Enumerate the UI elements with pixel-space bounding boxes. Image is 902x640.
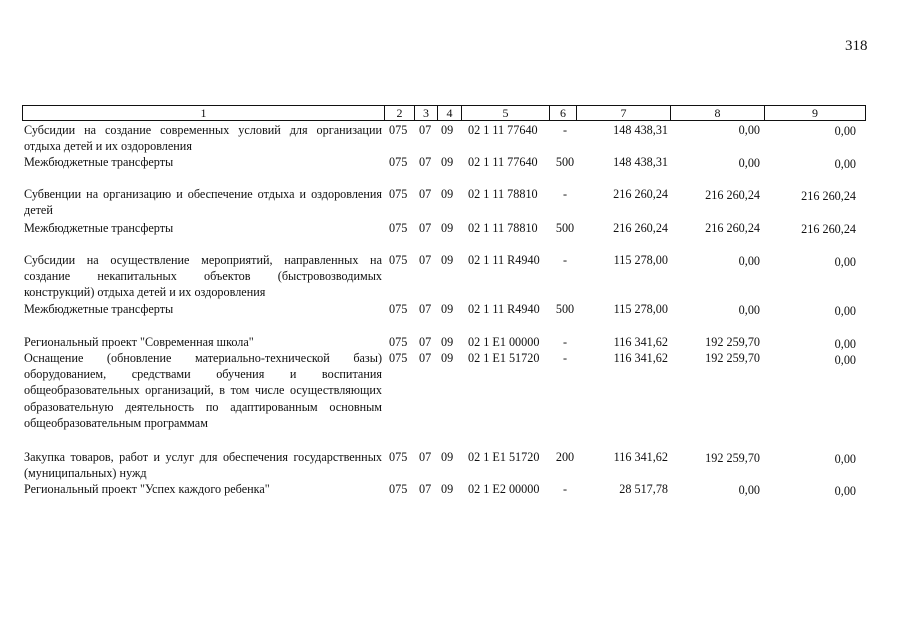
row-description: Оснащение (обновление материально-технической базы) оборудованием, средствами обучения и воспитания общеобразовательных организаций, в том числе осуществляющих образовательную деятельность по адаптированным основным общеобразовательным программам: [24, 351, 382, 430]
cell-amount-9: 0,00: [834, 255, 856, 269]
row-description: Межбюджетные трансферты: [24, 155, 174, 169]
cell-amount-9: 216 260,24: [801, 222, 856, 236]
cell-code-5: 02 1 E1 51720: [468, 351, 540, 365]
row-description: Межбюджетные трансферты: [24, 221, 174, 235]
cell-code-6: 500: [555, 302, 575, 316]
cell-code-4: 09: [441, 482, 454, 496]
cell-amount-9: 0,00: [834, 484, 856, 498]
header-cell-6: 6: [549, 105, 577, 121]
cell-amount-8: 216 260,24: [705, 188, 760, 202]
cell-amount-7: 115 278,00: [613, 253, 668, 267]
cell-amount-8: 0,00: [738, 483, 760, 497]
cell-code-4: 09: [441, 123, 454, 137]
cell-amount-9: 0,00: [834, 157, 856, 171]
cell-amount-8: 0,00: [738, 303, 760, 317]
row-description: Межбюджетные трансферты: [24, 302, 174, 316]
cell-code-6: -: [562, 351, 568, 365]
cell-code-3: 07: [419, 221, 432, 235]
cell-amount-8: 192 259,70: [705, 451, 760, 465]
cell-code-4: 09: [441, 450, 454, 464]
cell-code-6: 500: [555, 155, 575, 169]
cell-code-6: -: [562, 335, 568, 349]
header-cell-7: 7: [576, 105, 671, 121]
cell-code-2: 075: [389, 450, 408, 464]
cell-code-4: 09: [441, 221, 454, 235]
cell-code-3: 07: [419, 123, 432, 137]
cell-code-3: 07: [419, 482, 432, 496]
cell-amount-8: 216 260,24: [705, 221, 760, 235]
cell-code-4: 09: [441, 335, 454, 349]
cell-amount-9: 0,00: [834, 353, 856, 367]
cell-code-2: 075: [389, 155, 408, 169]
cell-amount-8: 0,00: [738, 123, 760, 137]
cell-amount-7: 28 517,78: [619, 482, 668, 496]
cell-code-6: -: [562, 123, 568, 137]
cell-amount-7: 148 438,31: [613, 155, 668, 169]
cell-code-2: 075: [389, 187, 408, 201]
cell-code-2: 075: [389, 123, 408, 137]
cell-code-2: 075: [389, 302, 408, 316]
cell-code-3: 07: [419, 155, 432, 169]
cell-code-4: 09: [441, 253, 454, 267]
cell-code-5: 02 1 E1 51720: [468, 450, 540, 464]
header-cell-2: 2: [384, 105, 415, 121]
cell-code-2: 075: [389, 351, 408, 365]
row-description: Субсидии на создание современных условий для организации отдыха детей и их оздоровления: [24, 123, 382, 154]
cell-amount-9: 0,00: [834, 452, 856, 466]
cell-code-5: 02 1 11 78810: [468, 221, 538, 235]
cell-code-6: -: [562, 187, 568, 201]
header-cell-4: 4: [437, 105, 462, 121]
cell-code-5: 02 1 11 R4940: [468, 253, 540, 267]
cell-code-4: 09: [441, 302, 454, 316]
cell-amount-7: 116 341,62: [613, 450, 668, 464]
cell-amount-9: 0,00: [834, 124, 856, 138]
cell-code-4: 09: [441, 187, 454, 201]
row-description: Субсидии на осуществление мероприятий, направленных на создание некапитальных объектов (быстровозводимых конструкций) отдыха детей и их оздоровления: [24, 253, 382, 300]
cell-amount-8: 192 259,70: [705, 335, 760, 349]
cell-amount-7: 216 260,24: [613, 187, 668, 201]
cell-code-5: 02 1 11 77640: [468, 155, 538, 169]
row-description: Закупка товаров, работ и услуг для обеспечения государственных (муниципальных) нужд: [24, 450, 382, 481]
cell-code-2: 075: [389, 482, 408, 496]
cell-amount-7: 116 341,62: [613, 335, 668, 349]
cell-code-6: 500: [555, 221, 575, 235]
cell-amount-8: 0,00: [738, 156, 760, 170]
cell-code-4: 09: [441, 351, 454, 365]
cell-amount-8: 0,00: [738, 254, 760, 268]
cell-code-6: -: [562, 253, 568, 267]
cell-amount-8: 192 259,70: [705, 351, 760, 365]
cell-amount-9: 0,00: [834, 337, 856, 351]
cell-amount-7: 116 341,62: [613, 351, 668, 365]
cell-code-5: 02 1 11 78810: [468, 187, 538, 201]
cell-code-5: 02 1 E1 00000: [468, 335, 540, 349]
row-description: Региональный проект "Современная школа": [24, 335, 254, 349]
cell-code-5: 02 1 11 R4940: [468, 302, 540, 316]
cell-code-3: 07: [419, 450, 432, 464]
cell-code-2: 075: [389, 335, 408, 349]
cell-code-6: 200: [555, 450, 575, 464]
cell-code-3: 07: [419, 302, 432, 316]
cell-amount-9: 0,00: [834, 304, 856, 318]
cell-code-3: 07: [419, 187, 432, 201]
cell-amount-7: 216 260,24: [613, 221, 668, 235]
header-cell-9: 9: [764, 105, 866, 121]
cell-code-3: 07: [419, 253, 432, 267]
header-cell-1: 1: [22, 105, 385, 121]
cell-code-2: 075: [389, 221, 408, 235]
cell-code-4: 09: [441, 155, 454, 169]
row-description: Региональный проект "Успех каждого ребенка": [24, 482, 270, 496]
cell-code-6: -: [562, 482, 568, 496]
header-cell-3: 3: [414, 105, 438, 121]
cell-code-5: 02 1 E2 00000: [468, 482, 540, 496]
cell-code-3: 07: [419, 351, 432, 365]
cell-code-3: 07: [419, 335, 432, 349]
page-number: 318: [845, 38, 868, 54]
cell-amount-9: 216 260,24: [801, 189, 856, 203]
cell-code-5: 02 1 11 77640: [468, 123, 538, 137]
cell-code-2: 075: [389, 253, 408, 267]
cell-amount-7: 115 278,00: [613, 302, 668, 316]
row-description: Субвенции на организацию и обеспечение отдыха и оздоровления детей: [24, 187, 382, 218]
cell-amount-7: 148 438,31: [613, 123, 668, 137]
header-cell-5: 5: [461, 105, 550, 121]
header-cell-8: 8: [670, 105, 765, 121]
